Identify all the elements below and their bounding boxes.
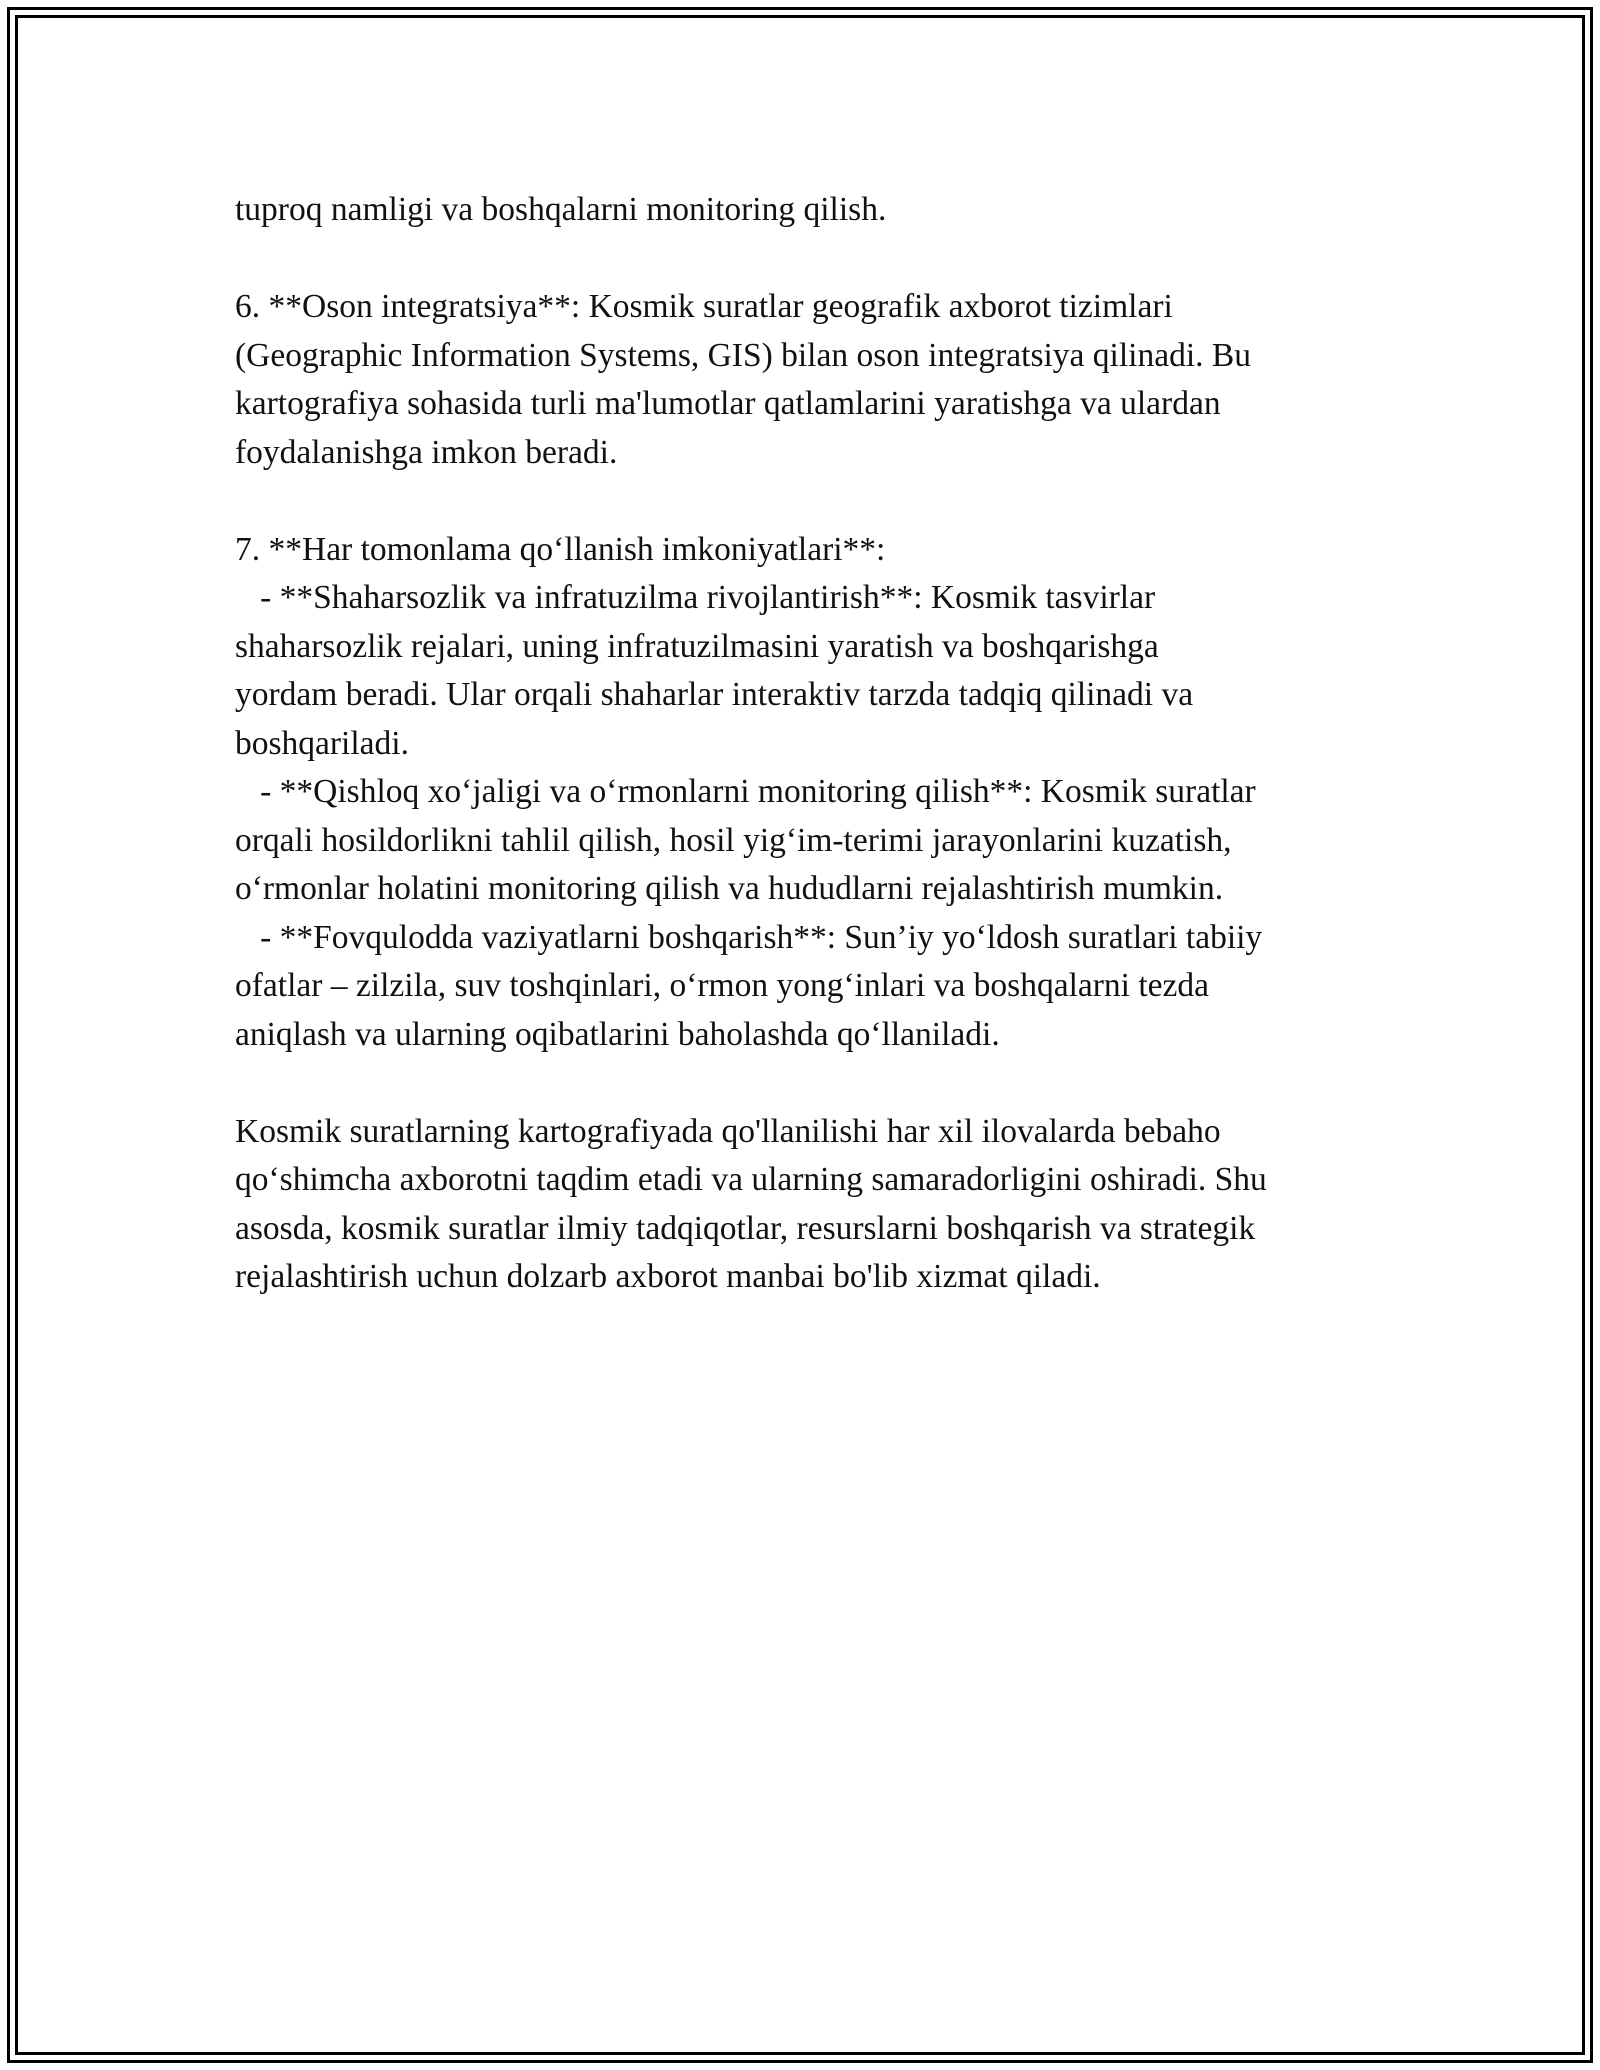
paragraph-spacer xyxy=(235,1059,1375,1108)
text-line: ofatlar – zilzila, suv toshqinlari, o‘rmon yong‘inlari va boshqalarni tezda xyxy=(235,967,1210,1004)
text-line: - **Fovqulodda vaziyatlarni boshqarish**: Sun’iy yo‘ldosh suratlari tabiiy xyxy=(235,918,1263,956)
text-line: yordam beradi. Ular orqali shaharlar interaktiv tarzda tadqiq qilinadi va xyxy=(235,676,1194,713)
text-line: rejalashtirish uchun dolzarb axborot manbai bo'lib xizmat qiladi. xyxy=(235,1258,1101,1295)
text-line: - **Shaharsozlik va infratuzilma rivojlantirish**: Kosmik tasvirlar xyxy=(235,579,1156,616)
paragraph-item-6 xyxy=(235,283,1375,477)
text-line: o‘rmonlar holatini monitoring qilish va hududlarni rejalashtirish mumkin. xyxy=(235,870,1224,907)
text-line: 7. **Har tomonlama qo‘llanish imkoniyatlari**: xyxy=(235,530,886,568)
text-line: 6. **Oson integratsiya**: Kosmik suratlar geografik axborot tizimlari xyxy=(235,288,1173,325)
text-line: boshqariladi. xyxy=(235,724,409,762)
paragraph-spacer xyxy=(235,235,1375,284)
paragraph-spacer xyxy=(235,477,1375,526)
text-line: aniqlash va ularning oqibatlarini baholashda qo‘llaniladi. xyxy=(235,1015,1000,1053)
text-line: asosda, kosmik suratlar ilmiy tadqiqotlar, resurslarni boshqarish va strategik xyxy=(235,1209,1256,1247)
text-line: shaharsozlik rejalari, uning infratuzilmasini yaratish va boshqarishga xyxy=(235,627,1159,665)
text-line: (Geographic Information Systems, GIS) bilan oson integratsiya qilinadi. Bu xyxy=(235,336,1251,374)
text-line: tuproq namligi va boshqalarni monitoring qilish. xyxy=(235,191,887,228)
paragraph-item-7 xyxy=(235,526,1375,1060)
text-line: kartografiya sohasida turli ma'lumotlar qatlamlarini yaratishga va ulardan xyxy=(235,385,1221,422)
text-line: - **Qishloq xo‘jaligi va o‘rmonlarni monitoring qilish**: Kosmik suratlar xyxy=(235,773,1256,810)
document-body xyxy=(235,186,1375,1302)
text-line: Kosmik suratlarning kartografiyada qo'llanilishi har xil ilovalarda bebaho xyxy=(235,1112,1221,1150)
text-line: qo‘shimcha axborotni taqdim etadi va ularning samaradorligini oshiradi. Shu xyxy=(235,1161,1267,1198)
text-line: orqali hosildorlikni tahlil qilish, hosil yig‘im-terimi jarayonlarini kuzatish, xyxy=(235,821,1232,859)
text-line: foydalanishga imkon beradi. xyxy=(235,433,618,471)
paragraph-continuation xyxy=(235,186,1375,235)
paragraph-conclusion xyxy=(235,1108,1375,1302)
